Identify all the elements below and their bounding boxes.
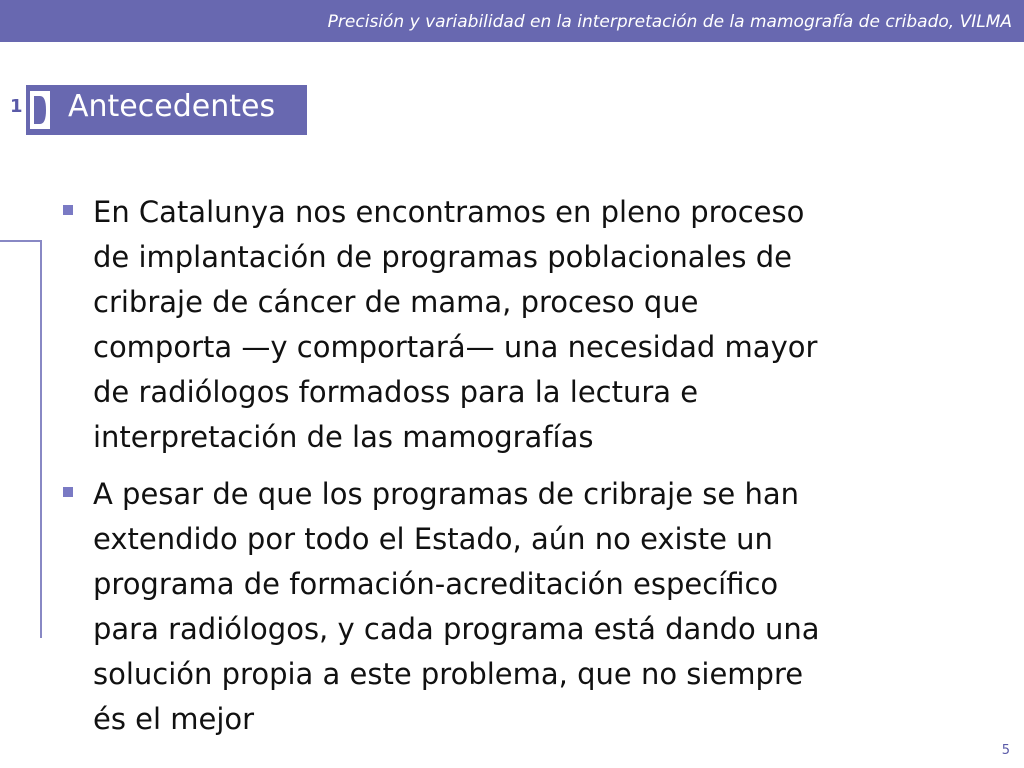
square-bullet-icon xyxy=(63,487,73,497)
section-bracket-icon xyxy=(30,91,50,129)
bullet-item xyxy=(60,190,980,460)
bullet-item xyxy=(60,472,980,742)
section-title-box xyxy=(26,85,307,135)
bullet-text: En Catalunya nos encontramos en pleno proceso de implantación de programas poblacionales de cribraje de cáncer de mama, proceso que comporta —y comportará— una necesidad mayor de radiólogos formadoss para la lectura e interpretación de las mamografías xyxy=(93,195,818,454)
bullet-list xyxy=(60,190,980,754)
square-bullet-icon xyxy=(63,205,73,215)
header-title: Precisión y variabilidad en la interpretación de la mamografía de cribado, VILMA xyxy=(327,12,1012,32)
page-number: 5 xyxy=(1001,743,1010,758)
bullet-text: A pesar de que los programas de cribraje se han extendido por todo el Estado, aún no existe un programa de formación-acreditación específico para radiólogos, y cada programa está dando una solución propia a este problema, que no siempre és el mejor xyxy=(93,477,820,736)
section-title: Antecedentes xyxy=(68,89,276,124)
side-bracket-decoration xyxy=(0,240,42,638)
header-bar xyxy=(0,0,1024,42)
section-number: 1 xyxy=(10,96,23,117)
